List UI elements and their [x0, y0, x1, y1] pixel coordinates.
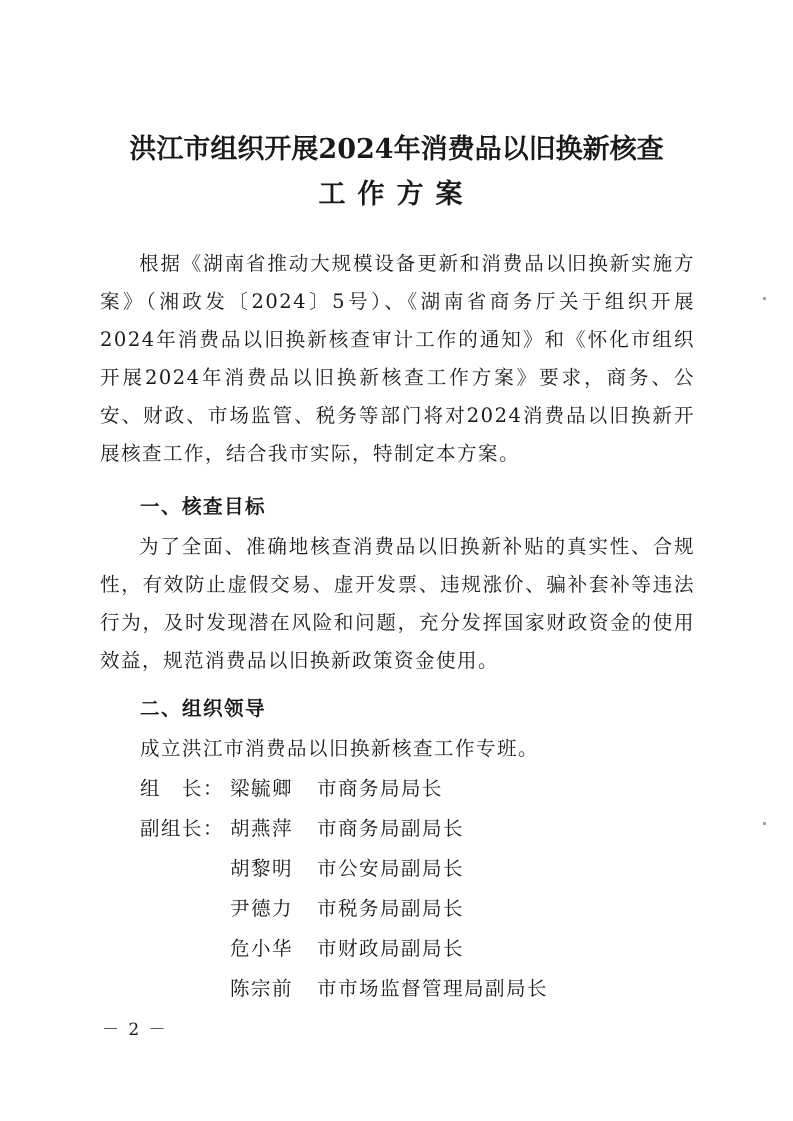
intro-paragraph: 根据《湖南省推动大规模设备更新和消费品以旧换新实施方案》（湘政发〔2024〕5号）、《湖南省商务厅关于组织开展2024年消费品以旧换新核查审计工作的通知》和《怀化市组织开展2024年消费品以旧换新核查工作方案》要求，商务、公安、财政、市场监管、税务等部门将对2024消费品以旧换新开展核查工作，结合我市实际，特制定本方案。 — [100, 252, 695, 465]
member-name: 胡黎明 — [230, 857, 294, 880]
member-name: 胡燕萍 — [230, 817, 294, 840]
member-position: 市商务局副局长 — [317, 817, 465, 840]
member-position: 市公安局副局长 — [317, 857, 465, 880]
document-title-line2: 工作方案 — [318, 179, 475, 210]
document-title-line1: 洪江市组织开展2024年消费品以旧换新核查 — [129, 134, 664, 165]
member-name: 尹德力 — [230, 897, 294, 920]
member-name: 危小华 — [230, 937, 294, 960]
scan-speck — [763, 297, 766, 300]
member-role: 组 长： — [140, 777, 225, 800]
section1-heading: 一、核查目标 — [140, 495, 267, 518]
scan-speck — [763, 822, 766, 825]
section1-body: 为了全面、准确地核查消费品以旧换新补贴的真实性、合规性，有效防止虚假交易、虚开发票、违规涨价、骗补套补等违法行为，及时发现潜在风险和问题，充分发挥国家财政资金的使用效益，规范消费品以旧换新政策资金使用。 — [100, 535, 695, 672]
member-position: 市财政局副局长 — [317, 937, 465, 960]
section2-intro: 成立洪江市消费品以旧换新核查工作专班。 — [140, 737, 540, 760]
member-name: 陈宗前 — [230, 977, 294, 1000]
member-position: 市商务局局长 — [317, 777, 444, 800]
member-role: 副组长： — [140, 817, 225, 840]
member-name: 梁毓卿 — [230, 777, 294, 800]
page-number: － 2 － — [102, 1020, 168, 1040]
section2-heading: 二、组织领导 — [140, 697, 267, 720]
member-position: 市市场监督管理局副局长 — [317, 977, 549, 1000]
member-position: 市税务局副局长 — [317, 897, 465, 920]
